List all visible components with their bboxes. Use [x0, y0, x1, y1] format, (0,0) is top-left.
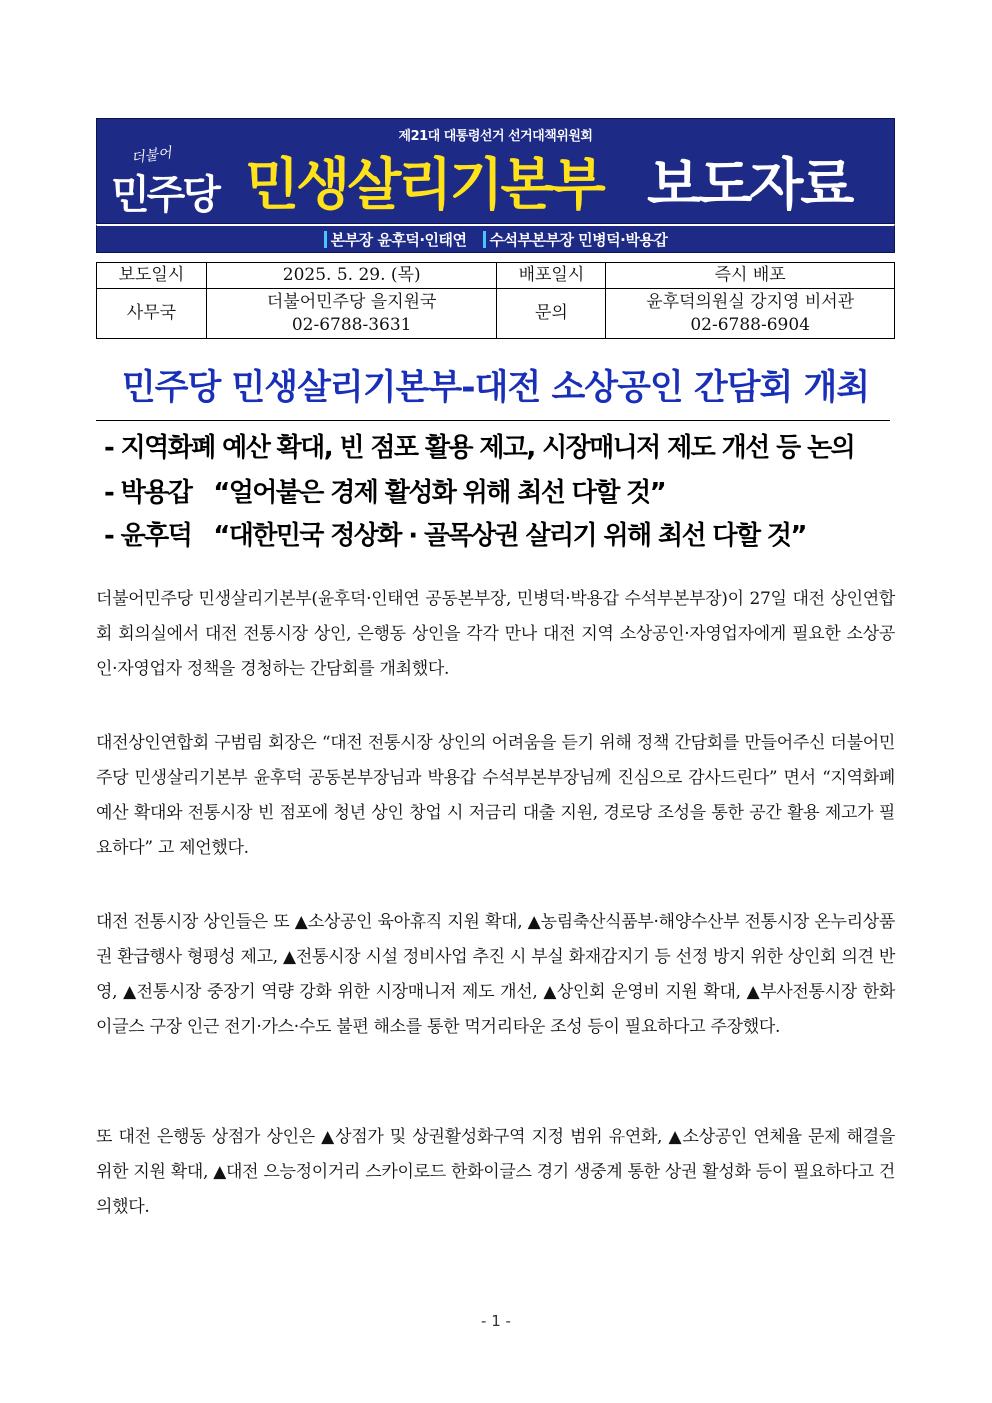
- press-release-label: 보도자료: [647, 153, 852, 218]
- subhead-3: [104, 515, 806, 552]
- subhead-text: “얼어붙은 경제 활성화 위해 최선 다할 것”: [213, 478, 666, 508]
- deputies-text: 수석부본부장 민병덕·박용갑: [489, 230, 668, 249]
- subhead-speaker: 윤후덕: [120, 521, 192, 551]
- page-number: - 1 -: [481, 1312, 511, 1330]
- committee-name: 제21대 대통령선거 선거대책위원회: [398, 129, 593, 144]
- office-value: [206, 289, 497, 339]
- table-row: [97, 263, 895, 289]
- body-paragraph: 더불어민주당 민생살리기본부(윤후덕·인태연 공동본부장, 민병덕·박용갑 수석부본부장)이 27일 대전 상인연합회 회의실에서 대전 전통시장 상인, 은행동 상인을 각각 만나 대전 지역 소상공인·자영업자에게 필요한 소상공인·자영업자 정책을 경청하는 간담회를 개최했다.: [96, 589, 895, 679]
- table-row: [97, 289, 895, 339]
- heads-segment: [324, 229, 467, 250]
- office-name: 더불어민주당 을지원국: [266, 291, 437, 312]
- subhead-prefix: -: [104, 478, 121, 508]
- office-label: 사무국: [97, 289, 207, 339]
- party-logo: [111, 145, 231, 221]
- party-logo-small-text: 더불어: [130, 145, 173, 167]
- distribution-value: 즉시 배포: [606, 263, 895, 289]
- subhead-speaker: 박용갑: [120, 478, 192, 508]
- headquarters-name: 민생살리기본부: [245, 153, 603, 218]
- leadership-bar: [96, 224, 895, 253]
- subhead-prefix: -: [104, 433, 121, 463]
- subhead-2: [104, 472, 665, 509]
- body-paragraph: 대전상인연합회 구범림 회장은 “대전 전통시장 상인의 어려움을 듣기 위해 정책 간담회를 만들어주신 더불어민주당 민생살리기본부 윤후덕 공동본부장님과 박용갑 수석부본부장님께 진심으로 감사드린다” 면서 “지역화폐 예산 확대와 전통시장 빈 점포에 청년 상인 창업 시 저금리 대출 지원, 경로당 조성을 통한 공간 활용 제고가 필요하다” 고 제언했다.: [96, 733, 895, 858]
- subhead-prefix: -: [104, 521, 121, 551]
- heads-text: 본부장 윤후덕·인태연: [330, 230, 467, 249]
- distribution-label: 배포일시: [497, 263, 606, 289]
- contact-value: [606, 289, 895, 339]
- deputies-segment: [483, 229, 668, 250]
- body-paragraph: 대전 전통시장 상인들은 또 ▲소상공인 육아휴직 지원 확대, ▲농림축산식품부·해양수산부 전통시장 온누리상품권 환급행사 형평성 제고, ▲전통시장 시설 정비사업 추진 시 부실 화재감지기 등 선정 방지 위한 상인회 의견 반영, ▲전통시장 중장기 역량 강화 위한 시장매니저 제도 개선, ▲상인회 운영비 지원 확대, ▲부사전통시장 한화이글스 구장 인근 전기·가스·수도 불편 해소를 통한 먹거리타운 조성 등이 필요하다고 주장했다.: [96, 912, 895, 1037]
- release-date-label: 보도일시: [97, 263, 207, 289]
- bar-marker-icon: [483, 231, 486, 248]
- subhead-text: 지역화폐 예산 확대, 빈 점포 활용 제고, 시장매니저 제도 개선 등 논의: [120, 433, 855, 463]
- subhead-text: “대한민국 정상화 · 골목상권 살리기 위해 최선 다할 것”: [213, 521, 806, 551]
- press-release-title: 민주당 민생살리기본부-대전 소상공인 간담회 개최: [121, 368, 870, 408]
- body-paragraph: 또 대전 은행동 상점가 상인은 ▲상점가 및 상권활성화구역 지정 범위 유연화, ▲소상공인 연체율 문제 해결을 위한 지원 확대, ▲대전 으능정이거리 스카이로드 한화이글스 경기 생중계 통한 상권 활성화 등이 필요하다고 건의했다.: [96, 1127, 895, 1217]
- release-info-table: [96, 262, 895, 339]
- office-phone: 02-6788-3631: [291, 314, 412, 335]
- contact-name: 윤후덕의원실 강지영 비서관: [646, 291, 855, 312]
- release-date-value: 2025. 5. 29. (목): [206, 263, 497, 289]
- contact-phone: 02-6788-6904: [690, 314, 810, 335]
- subhead-1: [104, 427, 854, 464]
- press-release-banner: [96, 118, 895, 224]
- bar-marker-icon: [324, 231, 327, 248]
- title-divider: [96, 420, 890, 421]
- party-logo-main-text: 민주당: [111, 172, 218, 218]
- contact-label: 문의: [497, 289, 606, 339]
